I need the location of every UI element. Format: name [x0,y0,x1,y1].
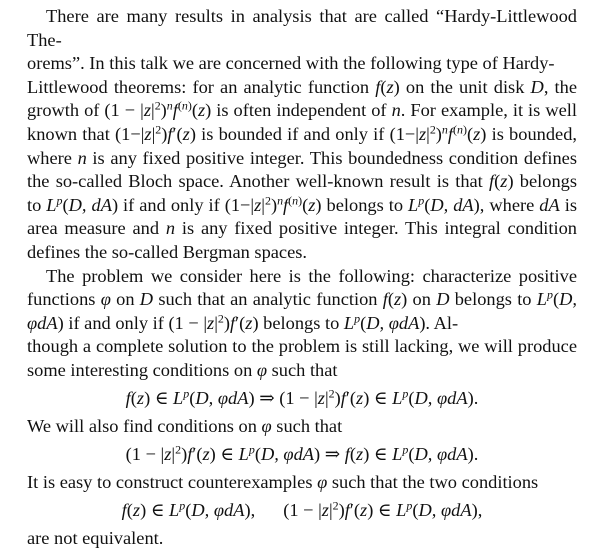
paper-body [27,5,577,551]
display-equation-reverse-implication: $(1 - |z|^2)f'(z)$ ∈ $L^p(D$, φdA) ⇒ f(z) ∈ $L^p(D$, φdA). [125,442,479,464]
paragraph-problem-statement: The problem we consider here is the following: characterize positive functions φ on D such that an analytic function f(z) on D belongs to $L^p(D$, φdA) if and only if $(1 - |z|^2)f'(z)$ belongs to $L^p(D$, φdA). Al- though a complete solution to the problem is still lacking, we will produce some interesting conditions on φ such that [27,265,577,380]
paragraph-counterexamples: It is easy to construct counterexamples φ such that the two conditions [27,472,539,493]
display-equation-forward-implication: f(z) ∈ $L^p(D$, φdA) ⇒ $(1 - |z|^2)f'(z)$ ∈ $L^p(D$, φdA). [125,385,479,408]
paragraph-also-find: We will also find conditions on φ such that [27,416,343,437]
paragraph-not-equivalent: are not equivalent. [27,528,164,549]
display-equation-two-conditions: f(z) ∈ $L^p(D$, φdA), $(1 - |z|^2)f'(z)$ ∈ $L^p(D$, φdA), [121,498,483,520]
paragraph-hardy-littlewood-intro: There are many results in analysis that are called “Hardy-Littlewood The- orems”. In this talk we are concerned with the following type of Hardy- Littlewood theorems: for an analytic function f(z) on the unit disk D, the growth of $(1 - |z|^2)^nf^{(n)}(z)$ is often independent of n. For example, it is well known that $(1-|z|^2)f'(z)$ is bounded if and only if $(1-|z|^2)^nf^{(n)}(z)$ is bounded, where n is any fixed positive integer. This boundedness condition defines the so-called Bloch space. Another well-known result is that f(z) belongs to $L^p(D$, dA) if and only if $(1-|z|^2)^nf^{(n)}(z)$ belongs to $L^p(D$, dA), where dA is area measure and n is any fixed positive integer. This integral condition defines the so-called Bergman spaces. [27,6,577,262]
